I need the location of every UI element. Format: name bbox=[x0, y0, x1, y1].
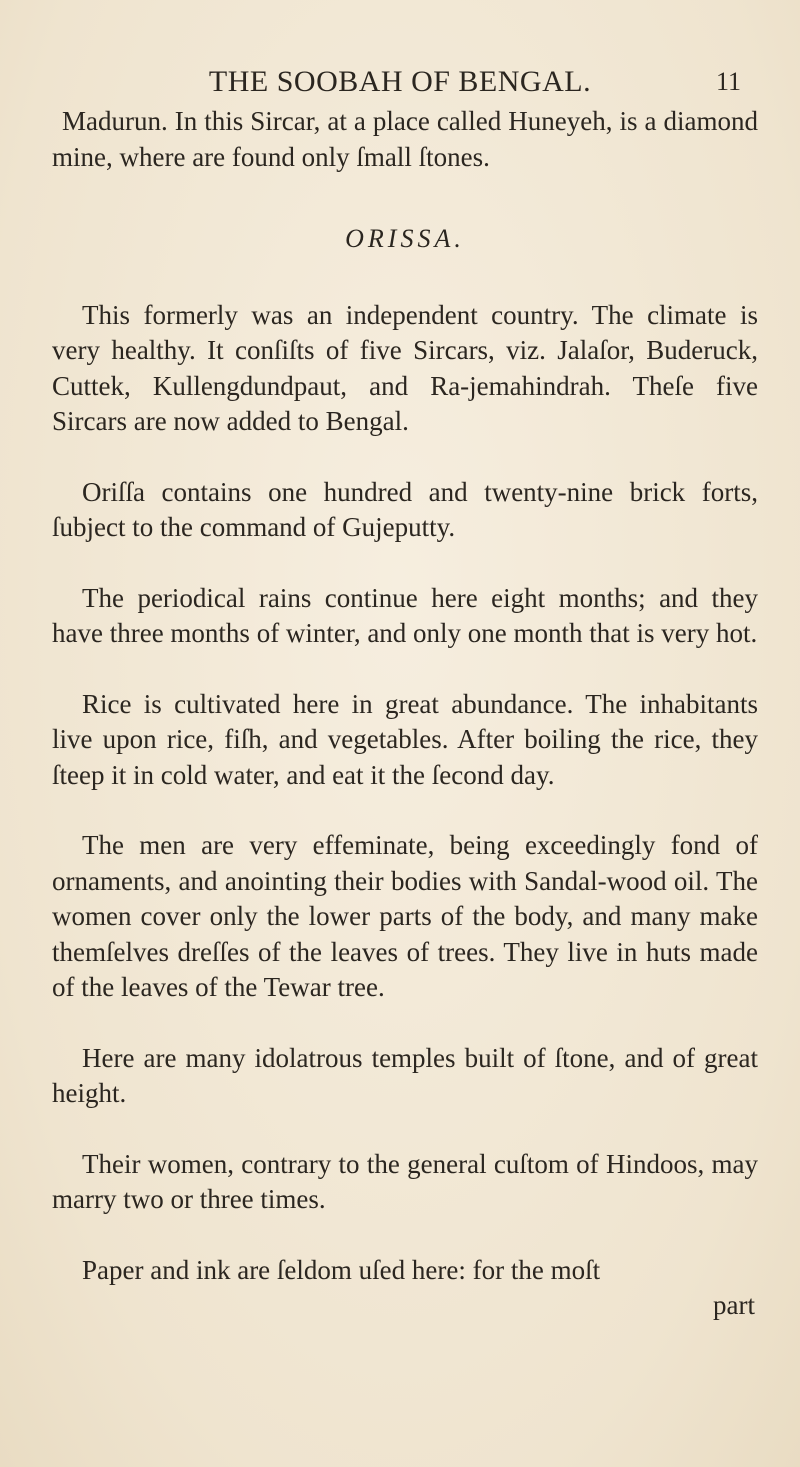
section-heading: ORISSA. bbox=[345, 224, 465, 253]
paragraph-temples: Here are many idolatrous temples built of ſtone, and of great height. bbox=[52, 1042, 758, 1108]
page-number: 11 bbox=[715, 67, 741, 96]
body-text bbox=[52, 104, 758, 1324]
paragraph-rice: Rice is cultivated here in great abundance. The inhabitants live upon rice, fiſh, and vegetables. After boiling the rice, they ſteep it in cold water, and eat it the ſecond day. bbox=[52, 688, 758, 790]
opening-paragraph: Madurun. In this Sircar, at a place called Huneyeh, is a diamond mine, where are found only ſmall ſtones. bbox=[52, 106, 758, 172]
catchword: part bbox=[713, 1290, 755, 1320]
paragraph-paper: Paper and ink are ſeldom uſed here: for the moſt bbox=[82, 1254, 601, 1285]
running-title: THE SOOBAH OF BENGAL. bbox=[208, 65, 592, 98]
paragraph-women: Their women, contrary to the general cuſtom of Hindoos, may marry two or three times. bbox=[52, 1148, 758, 1214]
paragraph-climate: This formerly was an independent country. The climate is very healthy. It conſiſts of five Sircars, viz. Jalaſor, Buderuck, Cuttek, Kullengdundpaut, and Ra-jemahindrah. Theſe five Sircars are now added to Bengal. bbox=[52, 299, 758, 436]
running-header bbox=[0, 62, 800, 102]
paragraph-rains: The periodical rains continue here eight months; and they have three months of winter, and only one month that is very hot. bbox=[52, 582, 758, 648]
paragraph-men: The men are very effeminate, being exceedingly fond of ornaments, and anointing their bodies with Sandal-wood oil. The women cover only the lower parts of the body, and many make themſelves dreſſes of the leaves of trees. They live in huts made of the leaves of the Tewar tree. bbox=[52, 830, 758, 1002]
paragraph-forts: Oriſſa contains one hundred and twenty-nine brick forts, ſubject to the command of Gujeputty. bbox=[52, 476, 758, 542]
